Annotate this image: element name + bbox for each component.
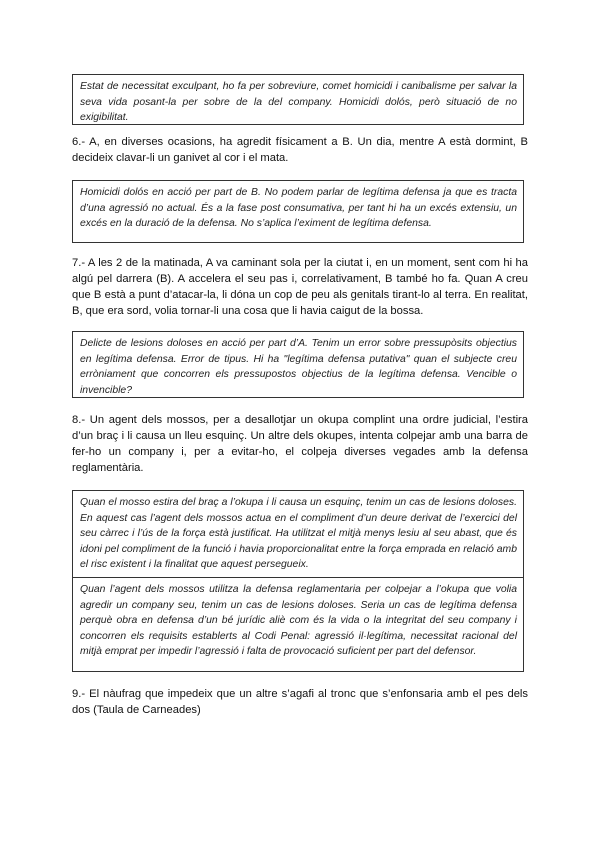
question-8: 8.- Un agent dels mossos, per a desallotjar un okupa complint una ordre judicial, l’estira d’un braç i li causa un lleu esquinç. Un altre dels okupes, intenta colpejar amb una barra de fer-ho un company i, per a evitar-ho, el colpeja diverses vegades amb la defensa reglamentària. (72, 414, 528, 474)
answer-box-6: Homicidi dolós en acció per part de B. No podem parlar de legítima defensa ja que es tracta d’una agressió no actual. És a la fase post consumativa, per tant hi ha un excés extensiu, un excés en la duració de la defensa. No s’aplica l’eximent de legítima defensa. (72, 180, 524, 243)
answer-box-7: Delicte de lesions doloses en acció per part d’A. Tenim un error sobre pressupòsits objectius en legítima defensa. Error de tipus. Hi ha "legítima defensa putativa" quan el subjecte creu erròniament que concorren els pressupostos objectius de la legítima defensa. Vencible o invencible? (72, 331, 524, 398)
answer-box-5: Estat de necessitat exculpant, ho fa per sobreviure, comet homicidi i canibalisme per salvar la seva vida posant-la per sobre de la del company. Homicidi dolós, però situació de no exigibilitat. (72, 74, 524, 125)
question-6: 6.- A, en diverses ocasions, ha agredit físicament a B. Un dia, mentre A està dormint, B decideix clavar-li un ganivet al cor i el mata. (72, 136, 528, 164)
answer-box-8b: Quan l’agent dels mossos utilitza la defensa reglamentaria per colpejar a l’okupa que volia agredir un company seu, tenim un cas de lesions doloses. Seria un cas de legítima defensa perquè obra en defensa d’un bé jurídic aliè com és la vida o la integritat del seu company i concorren els requisits establerts al Codi Penal: agressió il·legítima, necessitat racional del mitjà emprat per impedir l’agressió i falta de provocació suficient per part del defensor. (72, 577, 524, 672)
answer-box-8a: Quan el mosso estira del braç a l’okupa i li causa un esquinç, tenim un cas de lesions doloses. En aquest cas l’agent dels mossos actua en el compliment d’un deure derivat de l’exercici del seu càrrec i l’ús de la força està justificat. Ha utilitzat el mitjà menys lesiu al seu abast, que és idoni pel compliment de la funció i havia proporcionalitat entre la força emprada en relació amb el risc existent i la finalitat que aquest persegueix. (72, 490, 524, 578)
question-7: 7.- A les 2 de la matinada, A va caminant sola per la ciutat i, en un moment, sent com hi ha algú pel darrera (B). A accelera el seu pas i, correlativament, B també ho fa. Quan A creu que B està a punt d’atacar-la, li dóna un cop de peu als genitals tirant-lo al terra. En realitat, B, que era sord, volia tornar-li una cosa que li havia caigut de la bossa. (72, 257, 528, 317)
question-9: 9.- El nàufrag que impedeix que un altre s’agafi al tronc que s’enfonsaria amb el pes dels dos (Taula de Carneades) (72, 688, 528, 716)
